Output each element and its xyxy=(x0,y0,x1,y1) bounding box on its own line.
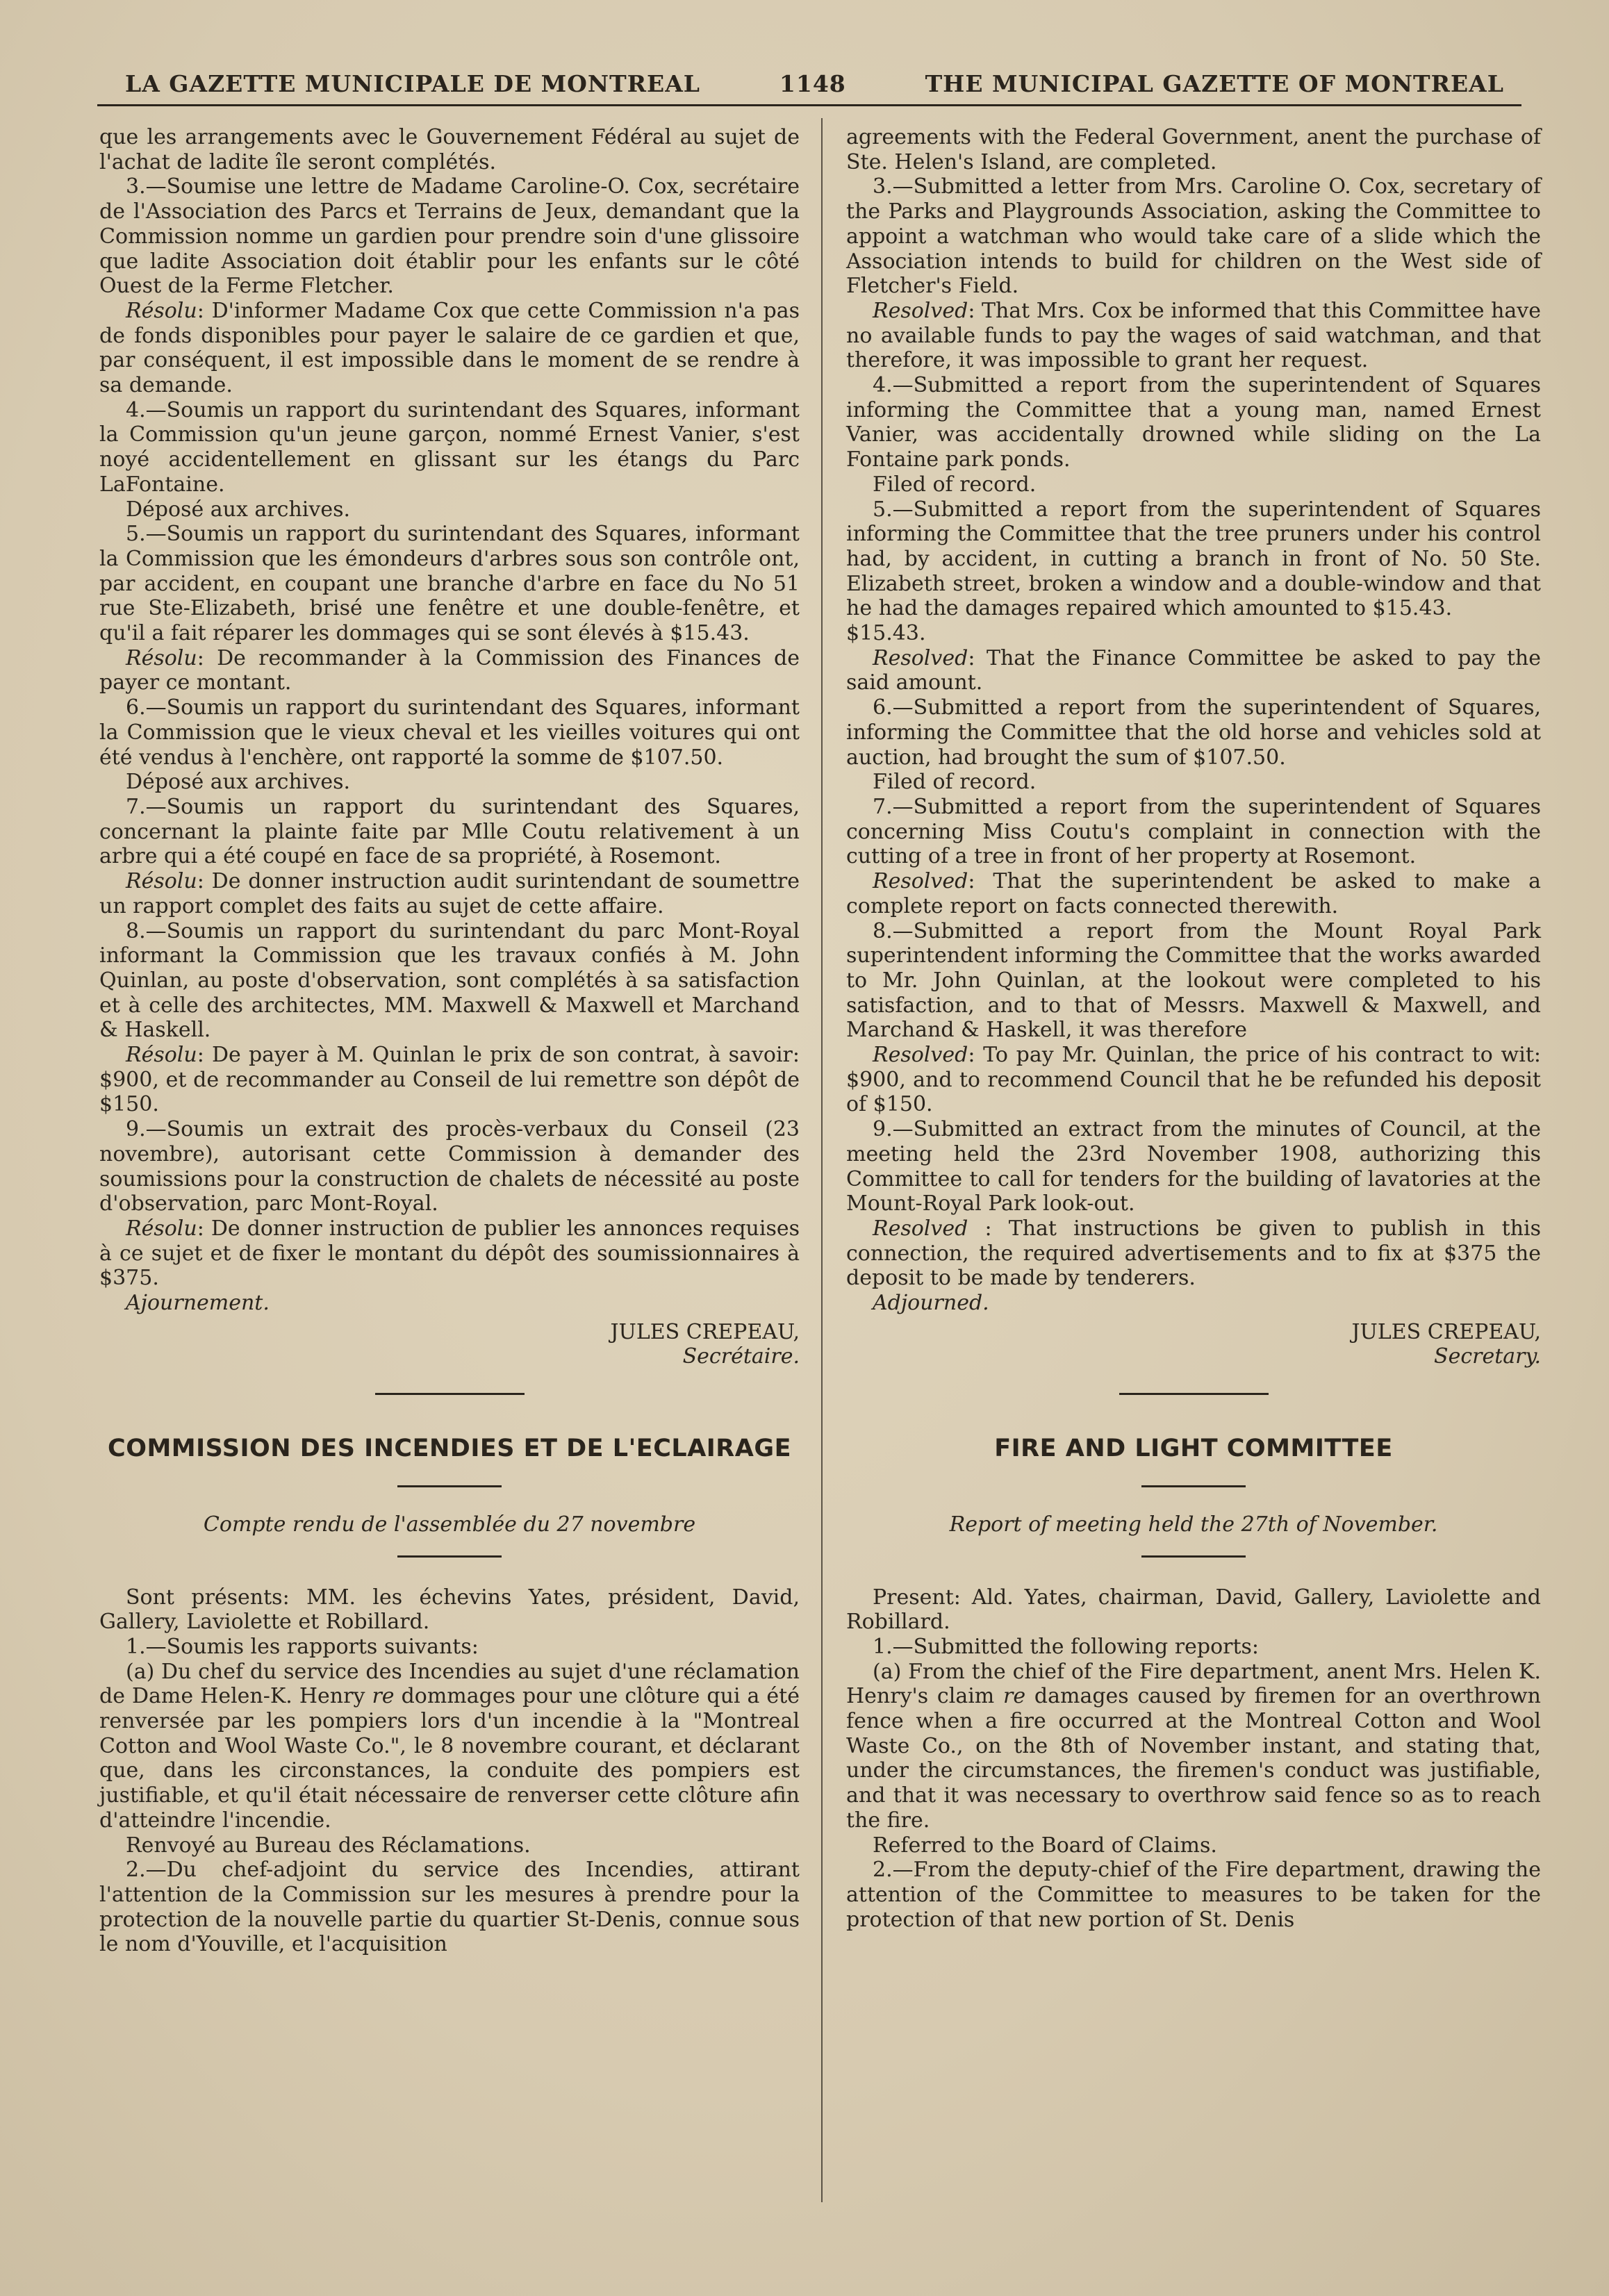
italic-term: re xyxy=(372,1684,395,1709)
paragraph: 5.—Soumis un rapport du surintendant des Squares, informant la Commission que les émondeurs d'arbres sous son contrôle ont, par accident, en coupant une branche d'arbre en face du No 51 rue Ste-Elizabeth, brisé une fenêtre et une double-fenêtre, et qu'il a fait réparer les dommages qui se sont élevés à $15.43. xyxy=(99,522,800,646)
resolution-text: : To pay Mr. Quinlan, the price of his contract to wit: $900, and to recommend Council that he be refunded his deposit of $150. xyxy=(846,1043,1541,1117)
paragraph xyxy=(99,1660,800,1833)
paragraph xyxy=(846,1660,1541,1833)
paragraph: 1.—Soumis les rapports suivants: xyxy=(126,1634,479,1659)
section-subtitle: Report of meeting held the 27th of November. xyxy=(949,1512,1438,1537)
resolution-label: Résolu xyxy=(126,1043,197,1068)
paragraph: que les arrangements avec le Gouvernement Fédéral au sujet de l'achat de ladite île seront complétés. xyxy=(99,125,800,174)
resolution-text: : That the superintendent be asked to make a complete report on facts connected therewith. xyxy=(846,869,1541,918)
section-separator xyxy=(1119,1393,1269,1395)
resolution-label: Résolu xyxy=(126,869,197,894)
resolution-text: : That instructions be given to publish in this connection, the required advertisements and to fix at $375 the deposit to be made by tenderers. xyxy=(846,1216,1541,1291)
resolution-paragraph xyxy=(99,1043,800,1117)
paragraph: 3.—Soumise une lettre de Madame Caroline-O. Cox, secrétaire de l'Association des Parcs et Terrains de Jeux, demandant que la Commission nomme un gardien pour prendre soin d'une glissoire que ladite Association doit établir pour les enfants sur le côté Ouest de la Ferme Fletcher. xyxy=(99,174,800,299)
paragraph: Renvoyé au Bureau des Réclamations. xyxy=(126,1833,531,1858)
paragraph: 6.—Submitted a report from the superintendent of Squares, informing the Committee that the old horse and vehicles sold at auction, had brought the sum of $107.50. xyxy=(846,695,1541,770)
paragraph: agreements with the Federal Government, anent the purchase of Ste. Helen's Island, are completed. xyxy=(846,125,1541,174)
section-subtitle: Compte rendu de l'assemblée du 27 novembre xyxy=(203,1512,696,1537)
resolution-label: Resolved xyxy=(873,298,968,323)
text-run: damages caused by firemen for an overthrown fence when a fire occurred at the Montreal Cotton and Wool Waste Co., on the 8th of November instant, and stating that, under the circumstances, the firemen's conduct was justifiable, and that it was necessary to overthrow said fence so as to reach the fire. xyxy=(846,1684,1541,1833)
signature-name: JULES CREPEAU, xyxy=(610,1319,800,1344)
resolution-text: : De donner instruction audit surintendant de soumettre un rapport complet des faits au sujet de cette affaire. xyxy=(99,869,800,918)
paragraph: Referred to the Board of Claims. xyxy=(873,1833,1217,1858)
paragraph: 2.—From the deputy-chief of the Fire department, drawing the attention of the Committee to measures to be taken for the protection of that new portion of St. Denis xyxy=(846,1858,1541,1932)
resolution-label: Résolu xyxy=(126,1216,197,1241)
text-run: (a) From the chief of the Fire department, anent Mrs. Helen K. Henry's claim xyxy=(846,1659,1541,1709)
paragraph: 7.—Submitted a report from the superintendent of Squares concerning Miss Coutu's complaint in connection with the cutting of a tree in front of her property at Rosemont. xyxy=(846,794,1541,869)
paragraph: 9.—Submitted an extract from the minutes of Council, at the meeting held the 23rd November 1908, authorizing this Committee to call for tenders for the building of lavatories at the Mount-Royal Park look-out. xyxy=(846,1117,1541,1216)
resolution-text: : De recommander à la Commission des Finances de payer ce montant. xyxy=(99,645,800,695)
resolution-paragraph xyxy=(99,869,800,918)
paragraph: Déposé aux archives. xyxy=(126,497,350,522)
text-run: (a) Du chef du service des Incendies au sujet d'une réclamation de Dame Helen-K. Henry xyxy=(99,1659,800,1709)
paragraph: 9.—Soumis un extrait des procès-verbaux du Conseil (23 novembre), autorisant cette Commission à demander des soumissions pour la construction de chalets de nécessité au poste d'observation, parc Mont-Royal. xyxy=(99,1117,800,1216)
paragraph: Present: Ald. Yates, chairman, David, Gallery, Laviolette and Robillard. xyxy=(846,1585,1541,1635)
resolution-paragraph xyxy=(846,646,1541,695)
resolution-label: Résolu xyxy=(126,645,197,670)
resolution-paragraph xyxy=(99,299,800,398)
resolution-label: Resolved xyxy=(873,1043,968,1068)
paragraph: 4.—Soumis un rapport du surintendant des Squares, informant la Commission qu'un jeune garçon, nommé Ernest Vanier, s'est noyé accidentellement en glissant sur les étangs du Parc LaFontaine. xyxy=(99,397,800,497)
resolution-paragraph xyxy=(99,1216,800,1291)
paragraph: Sont présents: MM. les échevins Yates, président, David, Gallery, Laviolette et Robillard. xyxy=(99,1585,800,1635)
adjournment: Ajournement. xyxy=(126,1291,270,1316)
text-run: dommages pour une clôture qui a été renversée par les pompiers lors d'un incendie à la "Montreal Cotton and Wool Waste Co.", le 8 novembre courant, et déclarant que, dans les circonstances, la conduite des pompiers est justifiable, et qu'il était nécessaire de renverser cette clôture afin d'atteindre l'incendie. xyxy=(99,1684,800,1833)
italic-term: re xyxy=(1003,1684,1026,1709)
column-divider xyxy=(821,118,823,2202)
paragraph: Filed of record. xyxy=(873,770,1037,795)
resolution-paragraph xyxy=(846,1216,1541,1291)
resolution-text: : De donner instruction de publier les annonces requises à ce sujet et de fixer le montant du dépôt des soumissionnaires à $375. xyxy=(99,1216,800,1291)
paragraph: 3.—Submitted a letter from Mrs. Caroline O. Cox, secretary of the Parks and Playgrounds Association, asking the Committee to appoint a watchman who would take care of a slide which the Association intends to build for children on the West side of Fletcher's Field. xyxy=(846,174,1541,299)
paragraph: 8.—Submitted a report from the Mount Royal Park superintendent informing the Committee that the works awarded to Mr. John Quinlan, at the lookout were completed to his satisfaction, and to that of Messrs. Maxwell & Maxwell, and Marchand & Haskell, it was therefore xyxy=(846,918,1541,1043)
paragraph: Déposé aux archives. xyxy=(126,770,350,795)
resolution-text: : That Mrs. Cox be informed that this Committee have no available funds to pay the wages of said watchman, and that therefore, it was impossible to grant her request. xyxy=(846,298,1541,373)
paragraph: 8.—Soumis un rapport du surintendant du parc Mont-Royal informant la Commission que les travaux confiés à M. John Quinlan, au poste d'observation, sont complétés à sa satisfaction et à celle des architectes, MM. Maxwell & Maxwell et Marchand & Haskell. xyxy=(99,918,800,1043)
title-rule xyxy=(1141,1485,1246,1487)
adjournment: Adjourned. xyxy=(873,1291,989,1316)
english-column xyxy=(846,125,1541,1932)
paragraph: Filed of record. xyxy=(873,472,1037,497)
title-rule xyxy=(397,1485,502,1487)
header-french-title: LA GAZETTE MUNICIPALE DE MONTREAL xyxy=(125,69,701,97)
page-number: 1148 xyxy=(779,69,846,97)
running-header xyxy=(125,64,1504,103)
paragraph: 6.—Soumis un rapport du surintendant des Squares, informant la Commission que le vieux cheval et les vieilles voitures qui ont été vendus à l'enchère, ont rapporté la somme de $107.50. xyxy=(99,695,800,770)
resolution-label: Resolved xyxy=(873,869,968,894)
paragraph: 1.—Submitted the following reports: xyxy=(873,1634,1260,1659)
paragraph: 2.—Du chef-adjoint du service des Incendies, attirant l'attention de la Commission sur les mesures à prendre pour la protection de la nouvelle partie du quartier St-Denis, connue sous le nom d'Youville, et l'acquisition xyxy=(99,1858,800,1957)
resolution-paragraph xyxy=(846,869,1541,918)
resolution-paragraph xyxy=(846,1043,1541,1117)
header-rule xyxy=(97,104,1521,106)
subtitle-rule xyxy=(397,1555,502,1558)
section-separator xyxy=(375,1393,525,1395)
paragraph: 7.—Soumis un rapport du surintendant des Squares, concernant la plainte faite par Mlle Coutu relativement à un arbre qui a été coupé en face de sa propriété, à Rosemont. xyxy=(99,794,800,869)
signature-name: JULES CREPEAU, xyxy=(1351,1319,1541,1344)
section-title: FIRE AND LIGHT COMMITTEE xyxy=(994,1435,1393,1463)
paragraph: 4.—Submitted a report from the superintendent of Squares informing the Committee that a young man, named Ernest Vanier, was accidentally drowned while sliding on the La Fontaine park ponds. xyxy=(846,373,1541,472)
subtitle-rule xyxy=(1141,1555,1246,1558)
paragraph: $15.43. xyxy=(846,621,926,646)
resolution-text: : De payer à M. Quinlan le prix de son contrat, à savoir: $900, et de recommander au Conseil de lui remettre son dépôt de $150. xyxy=(99,1043,800,1117)
signature-title: Secretary. xyxy=(1434,1344,1541,1369)
section-title: COMMISSION DES INCENDIES ET DE L'ECLAIRAGE xyxy=(108,1435,791,1463)
resolution-text: : That the Finance Committee be asked to pay the said amount. xyxy=(846,645,1541,695)
signature-block xyxy=(99,1320,800,1369)
paragraph: 5.—Submitted a report from the superintendent of Squares informing the Committee that the tree pruners under his control had, by accident, in cutting a branch in front of No. 50 Ste. Elizabeth street, broken a window and a double-window and that he had the damages repaired which amounted to $15.43. xyxy=(846,497,1541,621)
resolution-paragraph xyxy=(846,299,1541,373)
french-column xyxy=(99,125,800,1957)
signature-block xyxy=(846,1320,1541,1369)
resolution-label: Résolu xyxy=(126,298,197,323)
header-english-title: THE MUNICIPAL GAZETTE OF MONTREAL xyxy=(925,69,1504,97)
signature-title: Secrétaire. xyxy=(682,1344,800,1369)
resolution-label: Resolved xyxy=(873,1216,968,1241)
resolution-label: Resolved xyxy=(873,645,968,670)
resolution-text: : D'informer Madame Cox que cette Commission n'a pas de fonds disponibles pour payer le salaire de ce gardien et que, par conséquent, il est impossible dans le moment de se rendre à sa demande. xyxy=(99,298,800,398)
resolution-paragraph xyxy=(99,646,800,695)
